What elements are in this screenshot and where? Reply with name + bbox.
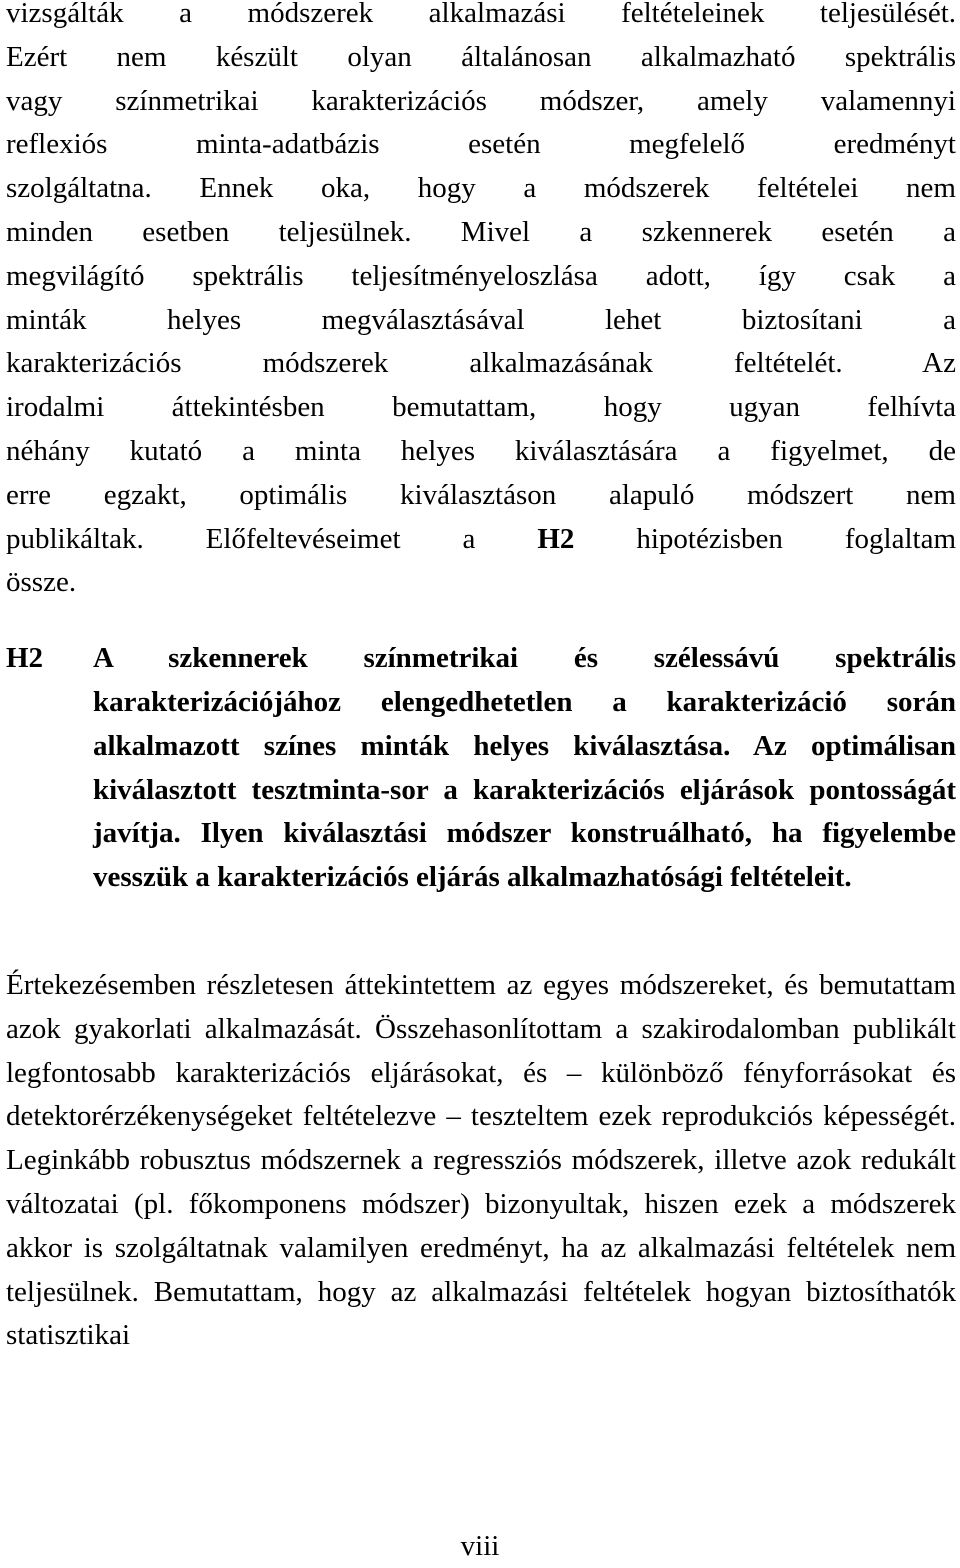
paragraph-line: minták helyes megválasztásával lehet biztosítani a xyxy=(6,303,956,336)
paragraph-line: erre egzakt, optimális kiválasztáson alapuló módszert nem xyxy=(6,478,956,511)
line-text: hipotézisben foglaltam xyxy=(574,522,957,555)
paragraph-line: össze. xyxy=(6,566,77,599)
paragraph-line: irodalmi áttekintésben bemutattam, hogy ugyan felhívta xyxy=(6,391,956,424)
paragraph-line: karakterizációs módszerek alkalmazásának feltételét. Az xyxy=(6,347,956,380)
hypothesis-text: A szkennerek színmetrikai és szélessávú spektrális karakterizációjához elengedhetetlen a karakterizáció során alkalmazott színes minták helyes kiválasztása. Az optimálisan kiválasztott tesztminta-sor a karakterizációs eljárások pontosságát javítja. Ilyen kiválasztási módszer konstruálható, ha figyelembe vesszük a karakterizációs eljárás alkalmazhatósági feltételeit. xyxy=(93,642,956,894)
hypothesis-label: H2 xyxy=(6,642,44,675)
line-text: publikáltak. Előfeltevéseimet a xyxy=(6,522,538,555)
hypothesis-block xyxy=(6,637,956,900)
document-page xyxy=(6,0,956,1358)
paragraph-line: szolgáltatna. Ennek oka, hogy a módszerek feltételei nem xyxy=(6,172,956,205)
paragraph-line: minden esetben teljesülnek. Mivel a szkennerek esetén a xyxy=(6,215,956,248)
summary-paragraph: Értekezésemben részletesen áttekintettem az egyes módszereket, és bemutattam azok gyakorlati alkalmazását. Összehasonlítottam a szakirodalomban publikált legfontosabb karakterizációs eljárásokat, és – különböző fényforrásokat és detektorérzékenységeket feltételezve – teszteltem ezek reprodukciós képességét. Leginkább robusztus módszernek a regressziós módszerek, illetve azok redukált változatai (pl. főkomponens módszer) bizonyultak, hiszen ezek a módszerek akkor is szolgáltatnak valamilyen eredményt, ha az alkalmazási feltételek nem teljesülnek. Bemutattam, hogy az alkalmazási feltételek hogyan biztosíthatók statisztikai xyxy=(6,968,956,1352)
paragraph-line: reflexiós minta-adatbázis esetén megfelelő eredményt xyxy=(6,128,956,161)
paragraph-line: megvilágító spektrális teljesítményeloszlása adott, így csak a xyxy=(6,259,956,292)
paragraph-line: néhány kutató a minta helyes kiválasztására a figyelmet, de xyxy=(6,434,956,467)
paragraph-line: Ezért nem készült olyan általánosan alkalmazható spektrális xyxy=(6,40,956,73)
intro-paragraph xyxy=(6,0,956,605)
hypothesis-reference: H2 xyxy=(537,522,575,555)
paragraph-line xyxy=(6,518,956,562)
page-number: viii xyxy=(460,1530,500,1562)
paragraph-line: vagy színmetrikai karakterizációs módszer, amely valamennyi xyxy=(6,84,956,117)
paragraph-line: vizsgálták a módszerek alkalmazási feltételeinek teljesülését. xyxy=(6,0,956,29)
